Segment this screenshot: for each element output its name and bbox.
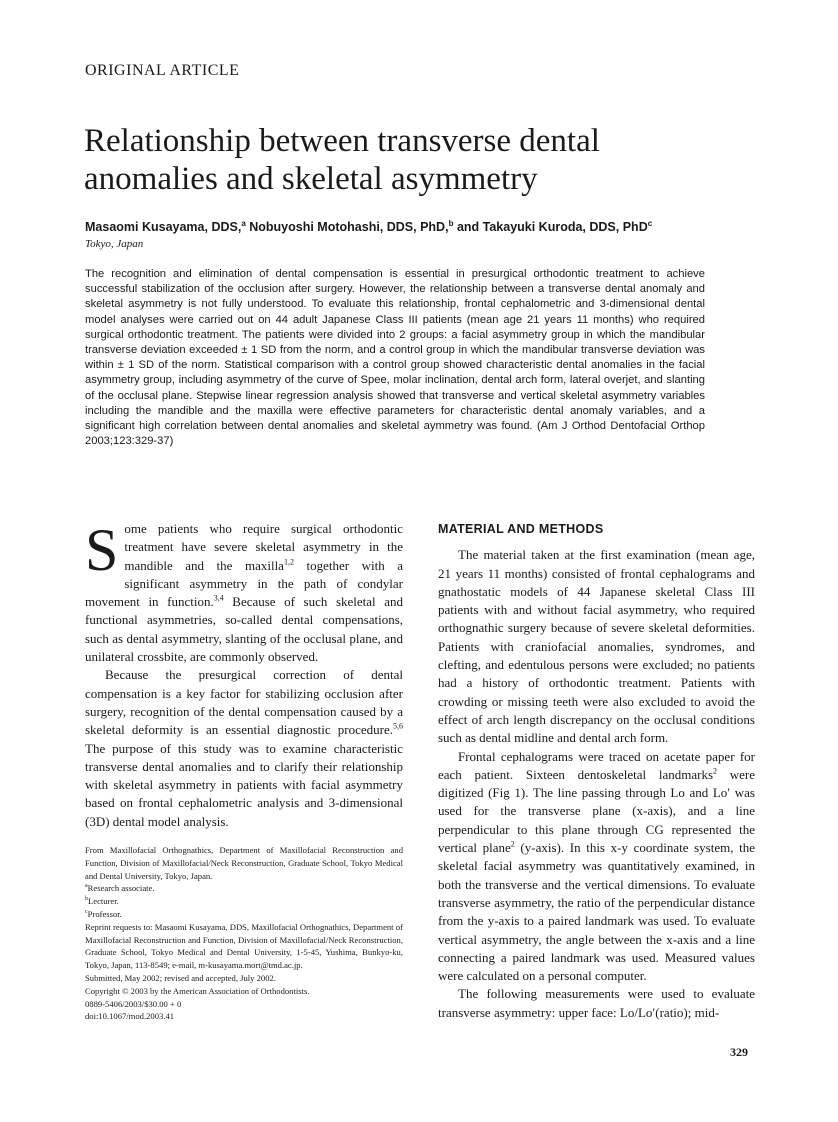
right-column xyxy=(438,520,755,1022)
citation-ref: 1,2 xyxy=(283,557,294,567)
page-number: 329 xyxy=(730,1045,748,1059)
author-name: Masaomi Kusayama, DDS, xyxy=(85,220,242,234)
section-heading: MATERIAL AND METHODS xyxy=(438,522,604,536)
footnote-doi: doi:10.1067/mod.2003.41 xyxy=(85,1011,175,1022)
author-affiliation-mark: a xyxy=(241,218,246,228)
section-label: ORIGINAL ARTICLE xyxy=(85,62,240,79)
footnote-a: $^a$Research associate. xyxy=(85,883,155,894)
author-location: Tokyo, Japan xyxy=(85,238,144,250)
methods-paragraph-3: The following measurements were used to evaluate transverse asymmetry: upper face: Lo/Lo′(ratio); mid- xyxy=(438,986,755,1020)
article-title: Relationship between transverse dental anomalies and skeletal asymmetry xyxy=(84,123,600,197)
intro-text-c: Because of such skeletal and functional asymmetries, so-called dental compensations, such as dental asymmetry, slanting of the occlusal plane, and unilateral crossbite, are commonly observed. xyxy=(85,594,403,665)
citation-ref: 2 xyxy=(713,766,718,776)
footnote-c: $^c$Professor. xyxy=(85,908,122,919)
drop-cap: S xyxy=(85,517,119,583)
intro-paragraph-2 xyxy=(85,666,403,831)
citation-ref: 3,4 xyxy=(213,593,224,603)
author-line xyxy=(85,220,652,234)
methods-paragraph-2: Frontal cephalograms were traced on acetate paper for each patient. Sixteen dentoskeletal landmarks$^2$ were digitized (Fig 1). The line passing through Lo and Lo′ was used for the transverse plane (x-axis), and a line perpendicular to this plane through CG represented the vertical plane$^2$ (y-axis). In this x-y coordinate system, the skeletal facial asymmetry was quantitatively examined, in both the transverse and the vertical dimensions. To evaluate transverse asymmetry, the ratio of the perpendicular distance from the y-axis to a paired landmark was used. To evaluate vertical asymmetry, the angle between the x-axis and a line connecting a paired landmark was used. Measured values were calculated on a personal computer. xyxy=(438,748,756,984)
footnote-affiliation: From Maxillofacial Orthognathics, Department of Maxillofacial Reconstruction and Function, Division of Maxillofacial/Neck Reconstruction, Graduate School, Tokyo Medical and Dental University, Tokyo, Japan. xyxy=(85,845,403,881)
author-name: and Takayuki Kuroda, DDS, PhD xyxy=(456,220,648,234)
footnotes xyxy=(85,844,403,1023)
author-name: Nobuyoshi Motohashi, DDS, PhD, xyxy=(249,220,449,234)
intro-paragraph xyxy=(85,517,403,666)
abstract: The recognition and elimination of dental compensation is essential in presurgical orthodontic treatment to achieve successful stabilization of the occlusion after surgery. However, the relationship between a transverse dental anomaly and skeletal asymmetry is not fully understood. To evaluate this relationship, frontal cephalometric and 3-dimensional dental model analyses were carried out on 44 adult Japanese Class III patients (mean age 21 years 11 months) who required surgical orthodontic treatment. The patients were divided into 2 groups: a facial asymmetry group in which the mandibular transverse deviation exceeded ± 1 SD from the norm, and a control group in which the mandibular transverse deviation was within ± 1 SD of the norm. Statistical comparison with a control group showed characteristic dental anomalies in the facial asymmetry group, including asymmetry of the curve of Spee, molar inclination, dental arch form, lateral overjet, and slanting of the occlusal plane. Stepwise linear regression analysis showed that transverse and vertical skeletal asymmetry variables including the mandible and the maxilla were effective parameters for characteristic dental anomaly variables, and a significant high correlation between dental anomalies and skeletal aymmetry was found. (Am J Orthod Dentofacial Orthop 2003;123:329-37) xyxy=(85,268,705,448)
intro-text-a: ome patients who require surgical orthodontic treatment have severe skeletal asymmetry in the mandible and the maxilla xyxy=(124,521,403,573)
author-affiliation-mark: b xyxy=(448,218,454,228)
intro-text-b: together with a significant asymmetry in the path of condylar movement in function. xyxy=(85,557,403,610)
footnote-b: $^b$Lecturer. xyxy=(85,896,119,907)
methods-paragraph-1: The material taken at the first examination (mean age, 21 years 11 months) consisted of frontal cephalograms and gnathostatic models of 44 Japanese skeletal Class III patients with and without facial asymmetry, who required orthognathic surgery because of severe skeletal deformities. Patients with craniofacial anomalies, syndromes, and clefting, and edentulous persons were excluded; no patients had a history of orthodontic treatment. Patients with crowding or missing teeth were also excluded to avoid the effect of arch length discrepancy on the occlusal conditions such as dental midline and dental arch form. xyxy=(438,547,755,746)
citation-ref: 2 xyxy=(510,839,515,849)
footnote-issn: 0889-5406/2003/$30.00 + 0 xyxy=(85,998,182,1009)
author-affiliation-mark: c xyxy=(647,218,653,228)
para2-text-b: The purpose of this study was to examine characteristic transverse dental anomalies and to clarify their relationship with skeletal asymmetry in patients with facial asymmetry based on frontal cephalometric analysis and 3-dimensional (3D) dental model analysis. xyxy=(85,740,403,829)
left-column xyxy=(85,517,403,831)
citation-ref: 5,6 xyxy=(393,721,403,731)
footnote-reprint: Reprint requests to: Masaomi Kusayama, DDS, Maxillofacial Orthognathics, Department of Maxillofacial Reconstruction and Function, Division of Maxillofacial/Neck Reconstruction, Graduate School, Tokyo Medical and Dental University, 1-5-45, Yushima, Bunkyo-ku, Tokyo, Japan, 113-8549; e-mail, m-kusayama.mort@tmd.ac.jp. xyxy=(85,921,403,971)
footnote-copyright: Copyright © 2003 by the American Association of Orthodontists. xyxy=(85,985,310,996)
footnote-submitted: Submitted, May 2002; revised and accepted, July 2002. xyxy=(85,972,276,983)
para2-text-a: Because the presurgical correction of dental compensation is a key factor for stabilizing occlusion after surgery, recognition of the dental compensation caused by a skeletal deformity is an essential diagnostic procedure. xyxy=(85,667,403,738)
